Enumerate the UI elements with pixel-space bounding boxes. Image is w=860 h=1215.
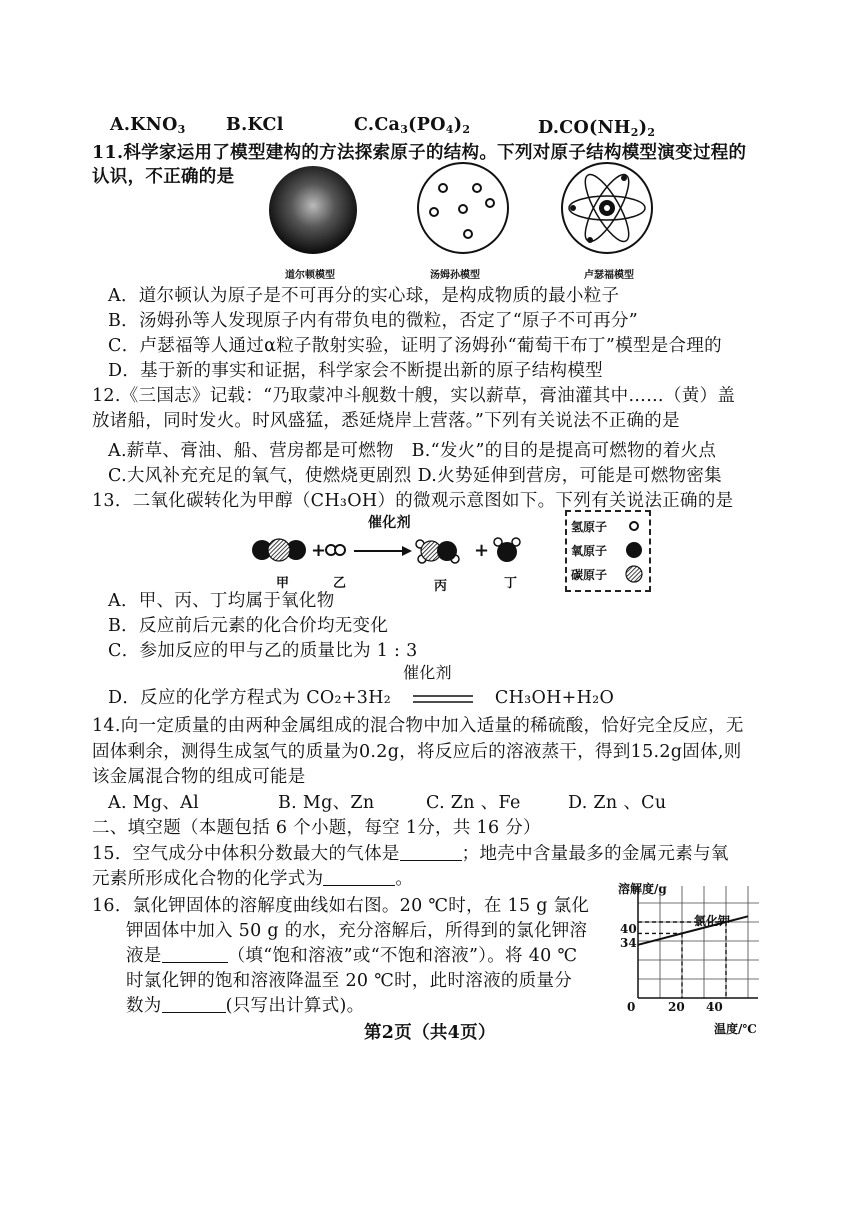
legend-carbon-label: 碳原子: [571, 568, 608, 582]
legend-carbon-icon: [626, 566, 642, 582]
q13-option-d: D．反应的化学方程式为 CO₂+3H₂ CH₃OH+H₂O: [108, 688, 615, 708]
label-jia: 甲: [276, 576, 290, 591]
q14-option-c: C. Zn 、Fe: [426, 793, 521, 813]
q10-option-a: $A.KNO_3$: [110, 115, 186, 136]
chart-series-label: 氯化钾: [694, 914, 731, 928]
chart-y-tick-40: 40: [620, 922, 637, 936]
q12-stem-2: 放诸船，同时发火。时风盛猛，悉延烧岸上营落。”下列有关说法不正确的是: [92, 411, 680, 431]
q11-option-b: B．汤姆孙等人发现原子内有带负电的微粒，否定了“原子不可再分”: [108, 311, 639, 331]
q11-stem-1: 11.科学家运用了模型建构的方法探索原子的结构。下列对原子结构模型演变过程的: [92, 143, 747, 163]
legend-hydrogen-icon: [630, 522, 638, 530]
kcl-solubility-curve: [638, 916, 748, 945]
chart-x-tick-20: 20: [668, 1000, 685, 1014]
q14-option-b: B. Mg、Zn: [278, 793, 375, 813]
chart-x-axis-label: 温度/℃: [714, 1022, 757, 1036]
section-2-heading: 二、填空题（本题包括 6 个小题，每空 1分，共 16 分）: [92, 818, 541, 838]
atom-legend: [565, 510, 651, 592]
q10-option-c: $C.Ca_3(PO_4)_2$: [354, 115, 471, 136]
atom-models-figure: [262, 160, 662, 268]
chart-x-tick-0: 0: [627, 1000, 636, 1014]
q16-line-3: 液是 （填“饱和溶液”或“不饱和溶液”）。将 40 ℃: [126, 946, 578, 966]
q10-option-b: B.KCl: [226, 115, 284, 135]
q14-line-3: 该金属混合物的组成可能是: [92, 767, 306, 787]
q15-line-1: 15．空气成分中体积分数最大的气体是 ；地壳中含量最多的金属元素与氧: [92, 844, 729, 864]
q10-option-d: $D.CO(NH_2)_2$: [538, 118, 656, 139]
molecule-ding-h2o: [494, 538, 520, 562]
molecule-bing-ch3oh: [416, 540, 459, 563]
q16-line-1: 16．氯化钾固体的溶解度曲线如右图。20 ℃时，在 15 g 氯化: [92, 896, 590, 916]
thomson-model-sphere: [418, 163, 508, 253]
q13-equation-catalyst: 催化剂: [403, 663, 452, 682]
svg-text:+: +: [474, 540, 490, 561]
q13-option-b: B．反应前后元素的化合价均无变化: [108, 616, 389, 636]
svg-text:+: +: [311, 540, 327, 561]
q16-blank-1[interactable]: [162, 946, 228, 963]
q16-line-5: 数为 (只写出计算式)。: [126, 996, 365, 1016]
q14-line-2: 固体剩余，测得生成氢气的质量为0.2g，将反应后的溶液蒸干，得到15.2g固体,则: [92, 742, 742, 762]
q16-line-2: 钾固体中加入 50 g 的水，充分溶解后，所得到的氯化钾溶: [126, 921, 588, 941]
q14-option-d: D. Zn 、Cu: [568, 793, 667, 813]
q11-option-d: D．基于新的事实和证据，科学家会不断提出新的原子结构模型: [108, 361, 603, 381]
label-ding: 丁: [504, 576, 518, 591]
q12-options-ab: A.薪草、膏油、船、营房都是可燃物 B.“发火”的目的是提高可燃物的着火点: [108, 441, 717, 461]
label-yi: 乙: [333, 576, 347, 591]
molecule-jia-co2: [252, 539, 306, 561]
q15-line-2: 元素所形成化合物的化学式为 。: [92, 869, 414, 889]
chart-x-tick-40: 40: [706, 1000, 723, 1014]
q13-stem: 13．二氧化碳转化为甲醇（CH₃OH）的微观示意图如下。下列有关说法正确的是: [92, 491, 734, 511]
q12-options-cd: C.大风补充充足的氧气，使燃烧更剧烈 D.火势延伸到营房，可能是可燃物密集: [108, 466, 722, 486]
q13-catalyst-label: 催化剂: [368, 515, 411, 531]
q16-line-4: 时氯化钾的饱和溶液降温至 20 ℃时，此时溶液的质量分: [126, 971, 573, 991]
q14-line-1: 14.向一定质量的由两种金属组成的混合物中加入适量的稀硫酸，恰好完全反应，无: [92, 716, 744, 736]
q11-option-a: A．道尔顿认为原子是不可再分的实心球，是构成物质的最小粒子: [108, 286, 620, 306]
chart-y-tick-34: 34: [620, 936, 637, 950]
q13-option-c: C．参加反应的甲与乙的质量比为 1 : 3: [108, 641, 418, 661]
chart-grid: [638, 886, 759, 998]
chart-y-axis-label: 溶解度/g: [618, 882, 667, 896]
legend-oxygen-icon: [626, 542, 642, 558]
dalton-model-sphere: [269, 166, 357, 254]
legend-oxygen-label: 氧原子: [571, 544, 608, 558]
q13-option-a: A．甲、丙、丁均属于氧化物: [108, 591, 335, 611]
rutherford-model-atom: [562, 163, 652, 253]
q15-blank-1[interactable]: [400, 844, 462, 861]
molecule-yi-h2: [326, 545, 345, 555]
dalton-model-caption: 道尔顿模型: [285, 270, 335, 281]
q16-blank-2[interactable]: [162, 996, 226, 1013]
thomson-model-caption: 汤姆孙模型: [430, 270, 480, 281]
page-footer: 第2页（共4页）: [364, 1023, 496, 1043]
label-bing: 丙: [434, 579, 448, 594]
q15-blank-2[interactable]: [323, 869, 395, 886]
q11-stem-2: 认识，不正确的是: [92, 167, 235, 187]
q12-stem-1: 12.《三国志》记载：“乃取蒙冲斗舰数十艘，实以薪草，膏油灌其中……（黄）盖: [92, 386, 736, 406]
q14-option-a: A. Mg、Al: [108, 793, 200, 813]
equation-equals-sign: [409, 693, 477, 705]
rutherford-model-caption: 卢瑟福模型: [584, 270, 634, 281]
q11-option-c: C．卢瑟福等人通过α粒子散射实验，证明了汤姆孙“葡萄干布丁”模型是合理的: [108, 336, 722, 356]
legend-hydrogen-label: 氢原子: [571, 520, 608, 534]
